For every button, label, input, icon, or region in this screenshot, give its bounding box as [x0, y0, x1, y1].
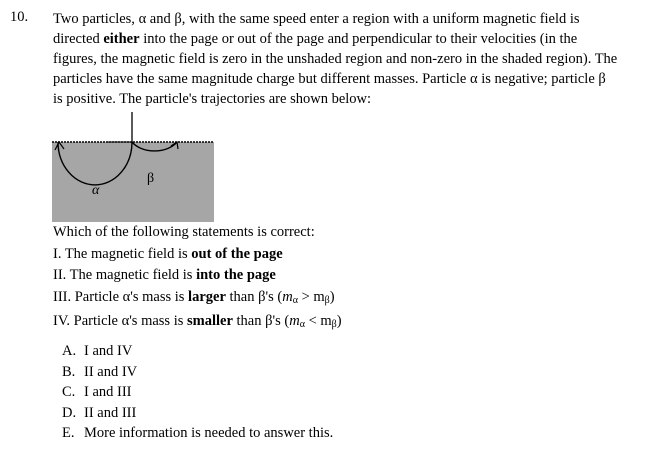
stem-line-2: directed either into the page or out of the page and perpendicular to their velocities (in the: [53, 31, 578, 47]
statement-2: II. The magnetic field is into the page: [53, 267, 276, 283]
answer-choices: [62, 341, 333, 444]
alpha-label: α: [92, 183, 100, 198]
question-number: 10.: [10, 9, 29, 25]
trajectory-figure: [52, 112, 214, 224]
stem-line-3: figures, the magnetic field is zero in the unshaded region and non-zero in the shaded region). The: [53, 51, 618, 67]
choice-e[interactable]: E. More information is needed to answer this.: [62, 425, 334, 441]
statement-prompt: Which of the following statements is correct:: [53, 224, 315, 240]
statements: [53, 222, 342, 336]
choice-d[interactable]: D. II and III: [62, 404, 137, 421]
trajectory-diagram: [52, 112, 214, 224]
field-region: [52, 142, 214, 222]
statement-3: III. Particle α's mass is larger than β's $(m_\alpha > m_\beta)$: [53, 288, 335, 306]
beta-label: β: [147, 171, 155, 186]
statement-1: I. The magnetic field is out of the page: [53, 245, 283, 262]
choice-a[interactable]: A. I and IV: [62, 343, 133, 359]
stem-line-1: Two particles, α and β, with the same speed enter a region with a uniform magnetic field is: [53, 11, 580, 27]
choice-c[interactable]: C. I and III: [62, 384, 132, 400]
stem-line-4: particles have the same magnitude charge but different masses. Particle α is negative; particle β: [53, 71, 606, 87]
choice-b[interactable]: B. II and IV: [62, 363, 138, 380]
statement-4: IV. Particle α's mass is smaller than β's $(m_\alpha < m_\beta)$: [53, 313, 342, 330]
question-stem: [53, 9, 643, 109]
stem-line-5: is positive. The particle's trajectories are shown below:: [53, 91, 372, 107]
